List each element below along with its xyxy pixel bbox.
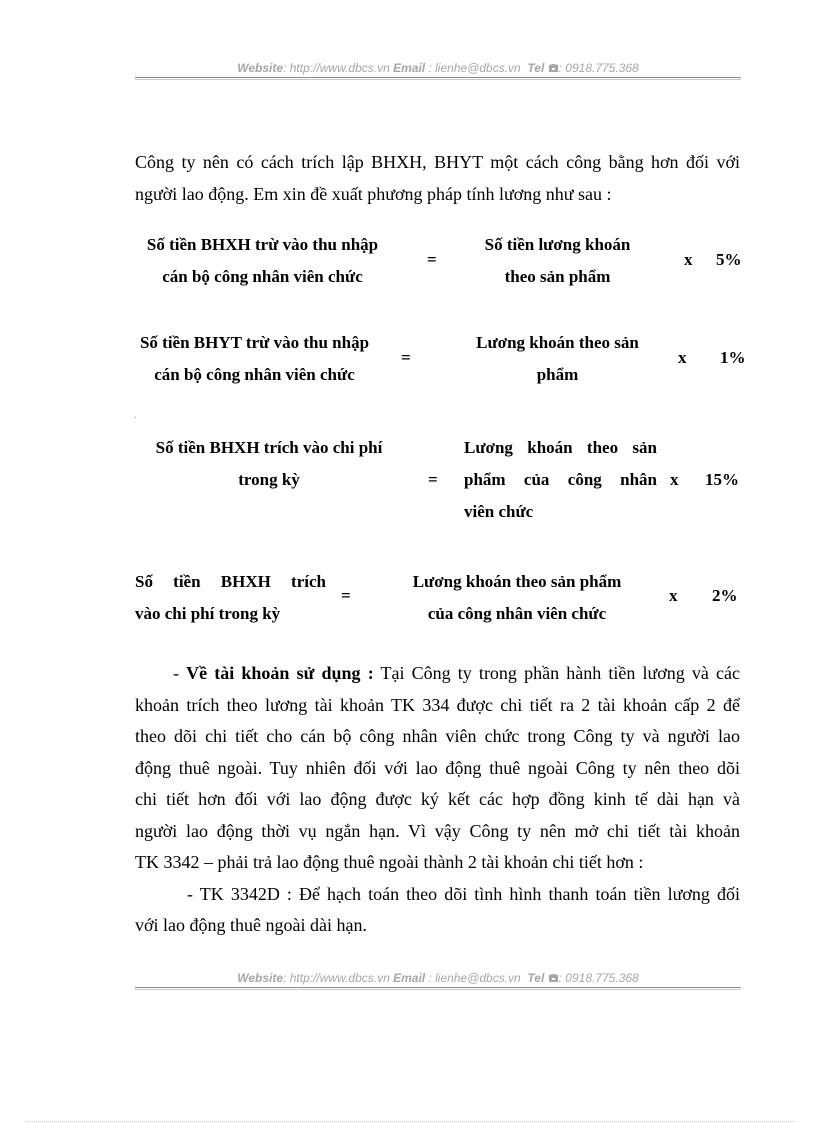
section-heading: Về tài khoản sử dụng : [186, 663, 374, 683]
page-header [135, 61, 741, 75]
formula-4-multiply: x [669, 586, 678, 605]
footer-website-label: Website [237, 971, 284, 985]
phone-icon [548, 973, 559, 983]
formula-1-middle [465, 229, 650, 293]
footer-email-label: Email [393, 971, 426, 985]
formula-3-multiply: x [670, 470, 679, 489]
account-section [135, 658, 740, 942]
header-email-value: : lienhe@dbcs.vn [425, 61, 521, 75]
section-line-5: chi tiết hơn đối với lao động được ký kết các hợp đồng kinh tế dài hạn và [135, 789, 740, 809]
formula-2-multiply: x [678, 348, 687, 367]
formula-1-left [130, 229, 395, 293]
section-line-8: - TK 3342D : Để hạch toán theo dõi tình hình thanh toán tiền lương đối [187, 883, 740, 904]
formula-1-middle-line-1: Số tiền lương khoán [484, 235, 631, 254]
formula-3-middle-line-3: viên chức [464, 502, 534, 521]
section-line-6: người lao động thời vụ ngắn hạn. Vì vậy Công ty nên mở chi tiết tài khoản [135, 820, 740, 841]
section-line-7: TK 3342 – phải trả lao động thuê ngoài thành 2 tài khoản chi tiết hơn : [135, 852, 644, 872]
page-bottom-dotted-rule [25, 1121, 795, 1122]
section-bullet: - [173, 663, 187, 683]
formula-2-middle [455, 327, 660, 391]
formula-4-rate: 2% [712, 586, 738, 605]
footer-tel-label: Tel [527, 971, 545, 985]
formula-2-left-line-2: cán bộ công nhân viên chức [154, 365, 355, 384]
formula-4-left-line-2: vào chi phí trong kỳ [135, 604, 281, 623]
formula-2-left [122, 327, 387, 391]
formula-2-equals: = [401, 348, 411, 367]
intro-line-2: người lao động. Em xin đề xuất phương pháp tính lương như sau : [135, 183, 612, 204]
stray-dot: . [134, 410, 137, 421]
formula-1-multiply: x [684, 250, 693, 269]
section-line-1 [135, 658, 740, 690]
section-line-1-rest: Tại Công ty trong phần hành tiền lương và các [373, 663, 740, 683]
header-tel-label: Tel [527, 61, 545, 75]
formula-1-rate: 5% [716, 250, 742, 269]
footer-email-value: : lienhe@dbcs.vn [425, 971, 521, 985]
header-tel-value: : 0918.775.368 [558, 61, 639, 75]
formula-4-middle [392, 566, 642, 630]
formula-1-left-line-2: cán bộ công nhân viên chức [162, 267, 363, 286]
formula-3-middle [464, 432, 657, 528]
formula-3-equals: = [428, 470, 438, 489]
formula-4-left [135, 566, 326, 630]
footer-rule-secondary [135, 989, 741, 990]
formula-4-middle-line-1: Lương khoán theo sản phẩm [412, 572, 622, 591]
header-email-label: Email [393, 61, 426, 75]
header-website-label: Website [237, 61, 284, 75]
formula-2-left-line-1: Số tiền BHYT trừ vào thu nhập [139, 333, 370, 352]
formula-4-equals: = [341, 586, 351, 605]
section-line-9: với lao động thuê ngoài dài hạn. [135, 915, 367, 935]
footer-tel-value: : 0918.775.368 [558, 971, 639, 985]
phone-icon [548, 63, 559, 73]
formula-2-middle-line-1: Lương khoán theo sản [476, 333, 639, 352]
header-website-value: : http://www.dbcs.vn [283, 61, 390, 75]
formula-1-left-line-1: Số tiền BHXH trừ vào thu nhập [146, 235, 379, 254]
section-line-4: động thuê ngoài. Tuy nhiên đối với lao động thuê ngoài Công ty nên theo dõi [135, 757, 740, 778]
footer-rule [135, 987, 741, 988]
formula-3-left-line-2: trong kỳ [238, 470, 300, 489]
formula-4-middle-line-2: của công nhân viên chức [427, 604, 607, 623]
header-rule-secondary [135, 79, 741, 80]
formula-3-left-line-1: Số tiền BHXH trích vào chi phí [155, 438, 383, 457]
formula-2-rate: 1% [720, 348, 746, 367]
intro-paragraph [135, 147, 740, 210]
footer-website-value: : http://www.dbcs.vn [283, 971, 390, 985]
formula-1-equals: = [427, 250, 437, 269]
formula-3-rate: 15% [705, 470, 739, 489]
formula-3-middle-line-2: phẩm của công nhân [464, 470, 657, 489]
page-footer [135, 971, 741, 985]
formula-3-left [135, 432, 403, 496]
section-line-2: khoản trích theo lương tài khoản TK 334 được chi tiết ra 2 tài khoản cấp 2 để [135, 694, 740, 715]
intro-line-1: Công ty nên có cách trích lập BHXH, BHYT một cách công bằng hơn đối với [135, 152, 740, 172]
formula-2-middle-line-2: phẩm [536, 365, 579, 384]
formula-4-left-line-1: Số tiền BHXH trích [135, 572, 326, 591]
section-line-3: theo dõi chi tiết cho cán bộ công nhân viên chức trong Công ty và người lao [135, 726, 740, 746]
formula-1-middle-line-2: theo sản phẩm [504, 267, 611, 286]
formula-3-middle-line-1: Lương khoán theo sản [464, 438, 657, 457]
header-rule [135, 77, 741, 78]
